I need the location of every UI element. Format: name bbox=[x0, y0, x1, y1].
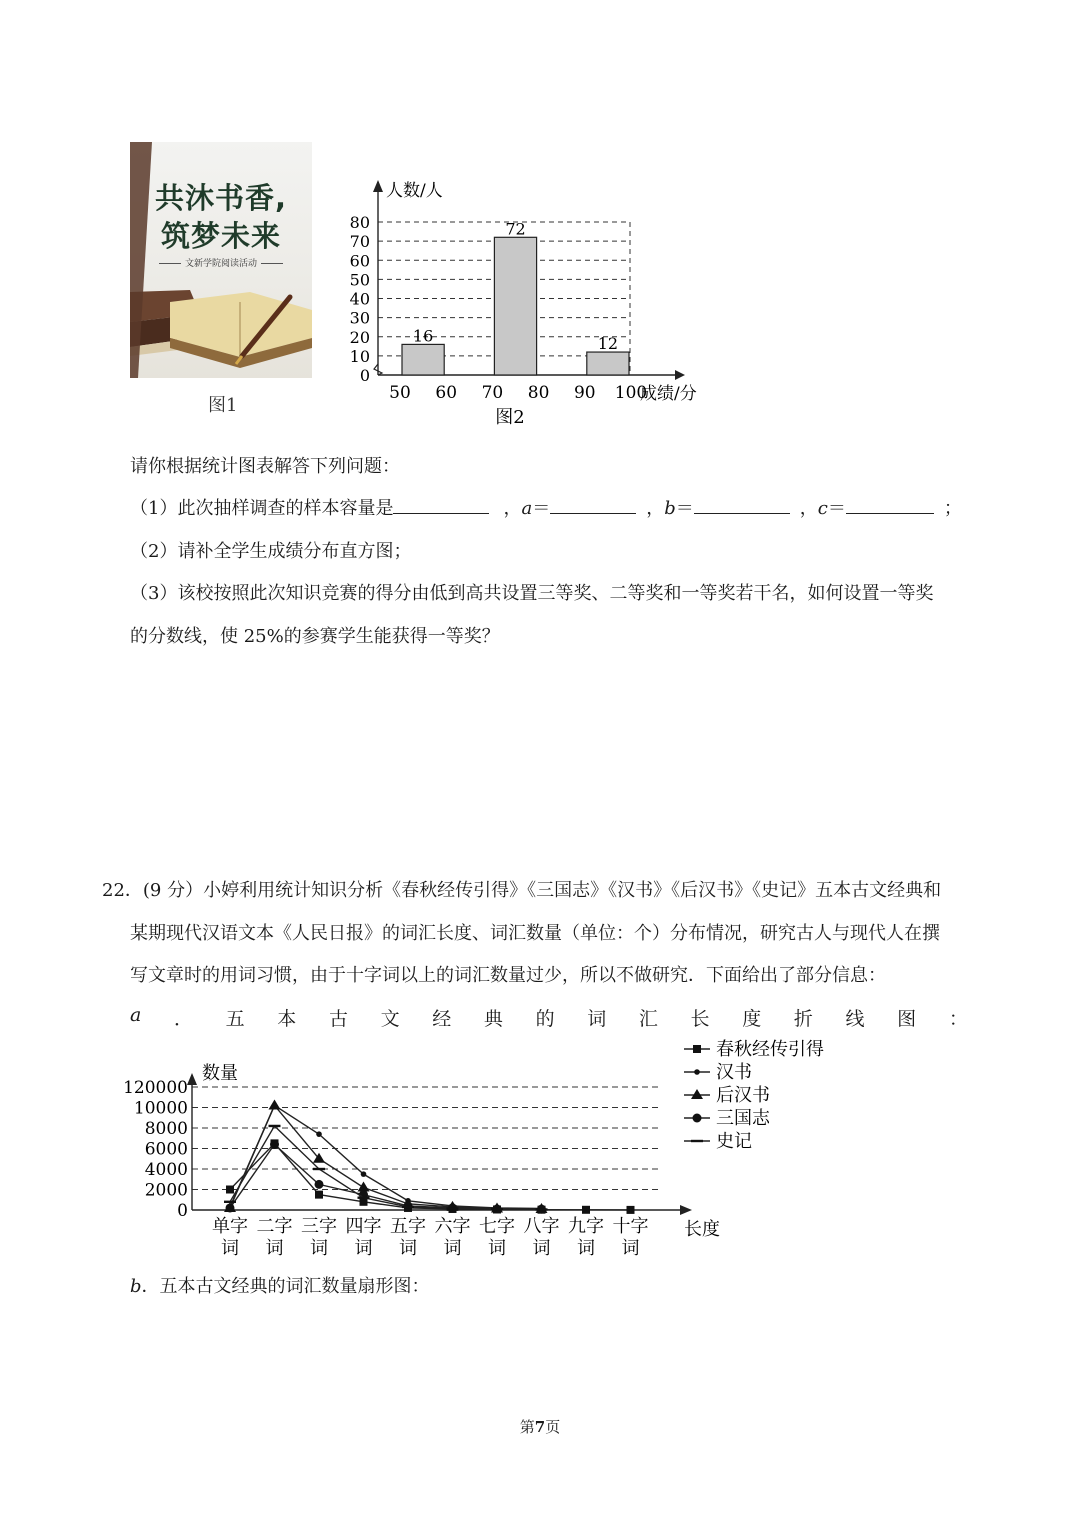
heading-char: 经 bbox=[432, 1008, 452, 1030]
legend-entry: 三国志 bbox=[716, 1108, 770, 1129]
q22-line2: 某期现代汉语文本《人民日报》的词汇长度、词汇数量（单位：个）分布情况，研究古人与现代人在撰 bbox=[130, 923, 940, 944]
heading-char: ． bbox=[173, 1008, 193, 1030]
data-point bbox=[315, 1191, 323, 1199]
x-category-label: 九字 bbox=[568, 1216, 604, 1237]
y-tick-label: 60 bbox=[349, 251, 370, 271]
heading-char: 度 bbox=[742, 1008, 762, 1030]
x-tick-label: 60 bbox=[435, 383, 458, 403]
x-tick-label: 100 bbox=[614, 383, 648, 403]
sample-size-blank[interactable] bbox=[393, 495, 489, 514]
y-axis-arrow bbox=[187, 1073, 197, 1085]
histogram-bar bbox=[402, 344, 444, 375]
separator: ， bbox=[799, 498, 818, 519]
y-tick-label: 10000 bbox=[133, 1098, 188, 1119]
page-footer bbox=[0, 1416, 1080, 1437]
histogram-bar bbox=[494, 237, 536, 375]
q21-part2: （2）请补全学生成绩分布直方图； bbox=[130, 541, 412, 562]
x-category-label: 二字 bbox=[256, 1216, 293, 1237]
data-point bbox=[270, 1140, 279, 1149]
figure1-caption: 图1 bbox=[208, 395, 238, 416]
footer-suffix: 页 bbox=[545, 1418, 561, 1436]
y-tick-label: 40 bbox=[349, 289, 370, 309]
x-category-label: 三字 bbox=[301, 1216, 337, 1237]
x-category-label: 词 bbox=[399, 1238, 417, 1259]
q21-intro: 请你根据统计图表解答下列问题： bbox=[130, 456, 400, 477]
data-point bbox=[269, 1099, 281, 1109]
y-tick-label: 0 bbox=[177, 1201, 188, 1221]
x-category-label: 六字 bbox=[434, 1216, 471, 1237]
x-tick-label: 80 bbox=[527, 383, 550, 403]
x-category-label: 四字 bbox=[345, 1216, 382, 1237]
y-axis-label: 数量 bbox=[202, 1063, 238, 1084]
equals-sign: ＝ bbox=[675, 498, 694, 519]
q21-part1-prefix: （1）此次抽样调查的样本容量是 bbox=[130, 498, 394, 519]
x-tick-label: 90 bbox=[573, 383, 596, 403]
reading-activity-poster bbox=[130, 142, 312, 378]
legend-entry: 汉书 bbox=[716, 1062, 752, 1083]
x-axis-arrow bbox=[675, 370, 685, 380]
series-line bbox=[230, 1126, 542, 1210]
bar-value-label: 72 bbox=[505, 219, 526, 239]
histogram-bar bbox=[587, 352, 629, 375]
footer-prefix: 第 bbox=[519, 1418, 535, 1436]
x-category-label: 词 bbox=[221, 1238, 239, 1259]
word-length-line-chart bbox=[120, 1035, 840, 1267]
q21-part3-line2: 的分数线，使 25%的参赛学生能获得一等奖？ bbox=[130, 626, 500, 647]
page-number: 7 bbox=[534, 1418, 546, 1436]
heading-char: 的 bbox=[535, 1008, 555, 1030]
x-category-label: 词 bbox=[265, 1238, 284, 1259]
legend-marker bbox=[691, 1089, 703, 1099]
heading-char: 词 bbox=[587, 1008, 607, 1030]
y-tick-label: 4000 bbox=[144, 1160, 188, 1180]
y-axis-arrow bbox=[373, 180, 383, 192]
heading-char: 长 bbox=[690, 1008, 710, 1030]
heading-char: a bbox=[130, 1004, 142, 1026]
bar-value-label: 16 bbox=[412, 326, 434, 346]
data-point bbox=[582, 1206, 590, 1214]
bar-value-label: 12 bbox=[597, 334, 619, 354]
series-line bbox=[230, 1143, 631, 1210]
legend-marker bbox=[693, 1114, 702, 1123]
data-point bbox=[627, 1206, 635, 1214]
poster-title-line1: 共沐书香, bbox=[154, 181, 288, 215]
var-c: c bbox=[817, 498, 828, 519]
separator: ， bbox=[503, 498, 522, 519]
c-blank[interactable] bbox=[846, 495, 934, 514]
x-category-label: 词 bbox=[443, 1238, 462, 1259]
b-blank[interactable] bbox=[694, 495, 790, 514]
semicolon: ； bbox=[943, 498, 962, 519]
heading-char: 线 bbox=[845, 1008, 865, 1030]
q21-part1 bbox=[130, 494, 962, 520]
x-tick-label: 50 bbox=[389, 383, 411, 403]
books-illustration bbox=[130, 142, 312, 378]
heading-char: 典 bbox=[483, 1008, 503, 1030]
x-axis-label: 长度 bbox=[684, 1219, 720, 1240]
data-point bbox=[315, 1180, 324, 1189]
x-category-label: 单字 bbox=[212, 1216, 248, 1237]
y-tick-label: 80 bbox=[349, 213, 370, 232]
x-category-label: 五字 bbox=[390, 1216, 426, 1237]
heading-char: 五 bbox=[225, 1008, 245, 1030]
x-category-label: 词 bbox=[532, 1238, 551, 1259]
series-line bbox=[230, 1105, 542, 1209]
x-category-label: 词 bbox=[577, 1238, 595, 1259]
x-axis-arrow bbox=[680, 1205, 692, 1215]
x-category-label: 十字 bbox=[612, 1216, 649, 1237]
y-tick-label: 70 bbox=[349, 232, 370, 252]
y-tick-label: 2000 bbox=[144, 1180, 188, 1201]
x-category-label: 词 bbox=[354, 1238, 373, 1259]
data-point bbox=[316, 1131, 322, 1137]
a-blank[interactable] bbox=[550, 495, 636, 514]
var-b-label: b bbox=[130, 1276, 142, 1297]
separator: ， bbox=[646, 498, 665, 519]
series-line bbox=[230, 1105, 542, 1208]
equals-sign: ＝ bbox=[827, 498, 846, 519]
var-a: a bbox=[521, 498, 533, 519]
y-tick-label: 10 bbox=[349, 346, 370, 366]
heading-char: 文 bbox=[380, 1008, 400, 1030]
legend-entry: 春秋经传引得 bbox=[716, 1039, 824, 1060]
figure2-caption: 图2 bbox=[495, 407, 525, 428]
score-histogram bbox=[340, 142, 710, 432]
heading-char: 汇 bbox=[638, 1008, 658, 1030]
y-tick-label: 50 bbox=[349, 270, 370, 290]
x-category-label: 词 bbox=[488, 1238, 506, 1259]
x-category-label: 词 bbox=[621, 1238, 640, 1259]
q22-part-b-heading bbox=[130, 1272, 430, 1298]
x-tick-label: 70 bbox=[481, 383, 504, 403]
heading-char: 折 bbox=[793, 1008, 813, 1030]
y-tick-label: 8000 bbox=[144, 1119, 188, 1139]
x-category-label: 词 bbox=[310, 1238, 328, 1259]
data-point bbox=[361, 1171, 367, 1177]
x-category-label: 七字 bbox=[479, 1216, 515, 1237]
legend-marker bbox=[694, 1069, 700, 1075]
data-point bbox=[358, 1181, 370, 1191]
legend-entry: 后汉书 bbox=[716, 1085, 770, 1106]
q22-part-a-heading bbox=[130, 1004, 968, 1031]
y-tick-label: 30 bbox=[349, 308, 370, 328]
poster-subtitle: 文新学院阅读活动 bbox=[148, 256, 294, 269]
data-point bbox=[226, 1186, 234, 1194]
heading-char: ： bbox=[948, 1008, 968, 1030]
q22-line3: 写文章时的用词习惯，由于十字词以上的词汇数量过少，所以不做研究．下面给出了部分信息： bbox=[130, 965, 886, 986]
legend-marker bbox=[693, 1045, 701, 1053]
q22-line1: 22．(9 分）小婷利用统计知识分析《春秋经传引得》《三国志》《汉书》《后汉书》《史记》五本古文经典和 bbox=[102, 880, 942, 901]
heading-char: 本 bbox=[277, 1008, 297, 1030]
x-category-label: 八字 bbox=[523, 1216, 560, 1237]
q21-part3-line1: （3）该校按照此次知识竞赛的得分由低到高共设置三等奖、二等奖和一等奖若干名，如何设置一等奖 bbox=[130, 583, 934, 604]
y-tick-label: 0 bbox=[359, 366, 370, 385]
y-tick-label: 6000 bbox=[144, 1139, 188, 1160]
heading-char: 图 bbox=[897, 1008, 917, 1030]
part-b-text: ．五本古文经典的词汇数量扇形图： bbox=[141, 1276, 430, 1297]
poster-title-line2: 筑梦未来 bbox=[160, 219, 281, 253]
y-tick-label: 120000 bbox=[123, 1078, 188, 1098]
y-tick-label: 20 bbox=[349, 327, 370, 347]
data-point bbox=[226, 1203, 235, 1212]
var-b: b bbox=[664, 498, 676, 519]
x-axis-label: 成绩/分 bbox=[640, 384, 697, 404]
y-axis-label: 人数/人 bbox=[386, 181, 443, 201]
heading-char: 古 bbox=[328, 1008, 348, 1030]
series-line bbox=[230, 1144, 542, 1209]
equals-sign: ＝ bbox=[532, 498, 551, 519]
legend-entry: 史记 bbox=[716, 1131, 752, 1152]
